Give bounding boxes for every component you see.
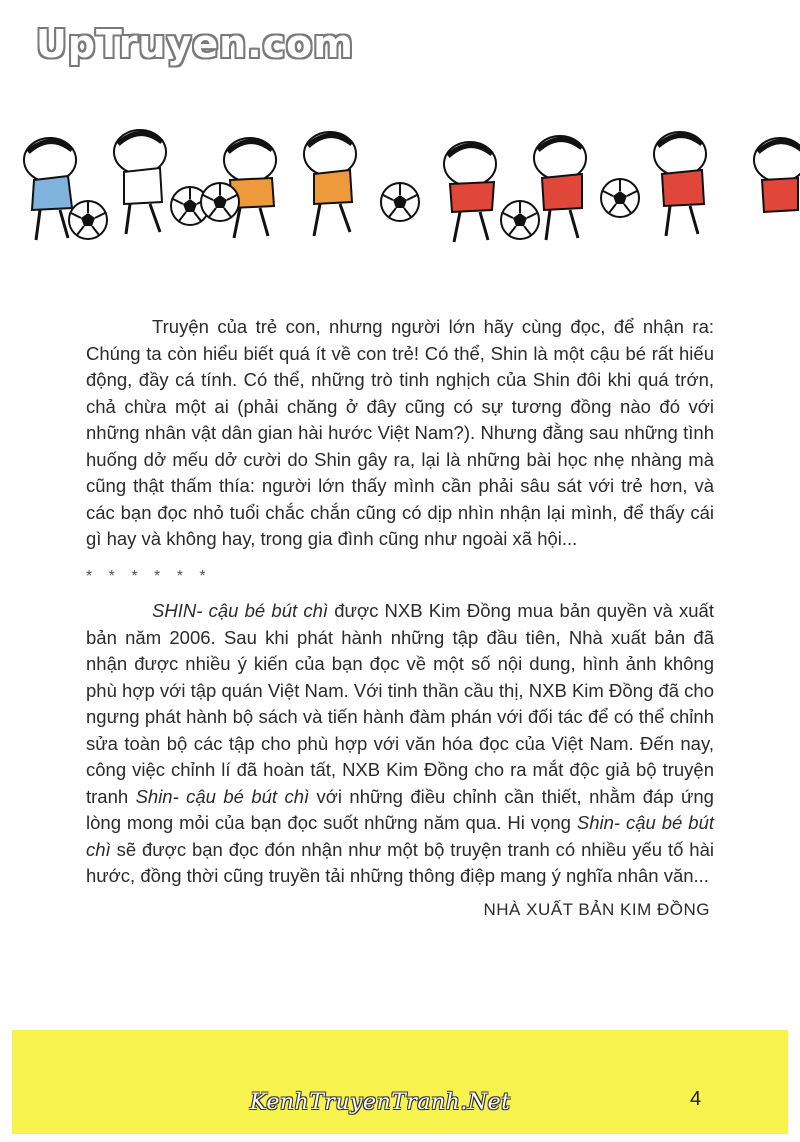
publisher-note-text [86,598,714,890]
publisher-signature: NHÀ XUẤT BẢN KIM ĐỒNG [483,900,710,919]
shin-figure [201,132,356,236]
shin-figure [501,136,586,240]
publisher-note-paragraph [86,598,714,890]
note-text-part3: sẽ được bạn đọc đón nhận như một bộ truyện tranh có nhiều yếu tố hài hước, đồng thời cũng truyền tải những thông điệp mang ý nghĩa nhân văn... [86,838,714,886]
note-text-part2: với những điều chỉnh cần thiết, nhằm đáp ứng lòng mong mỏi của bạn đọc suốt những năm qua. Hi vọng [86,785,714,833]
note-text-part1: được NXB Kim Đồng mua bản quyền và xuất bản năm 2006. Sau khi phát hành những tập đầu tiên, Nhà xuất bản đã nhận được nhiều ý kiến của bạn đọc về một số nội dung, hình ảnh không phù hợp với tập quán Việt Nam. Với tinh thần cầu thị, NXB Kim Đồng đã cho ngưng phát hành bộ sách và tiến hành đàm phán với đối tác để có thể chỉnh sửa toàn bộ các tập cho phù hợp với văn hóa đọc của Việt Nam. Đến nay, công việc chỉnh lí đã hoàn tất, NXB Kim Đồng cho ra mắt độc giả bộ truyện tranh [86,600,714,807]
shin-figure [601,132,706,236]
page-number: 4 [690,1088,702,1110]
shin-figure [754,138,800,212]
shin-figure [24,138,107,240]
site-watermark: UpTruyen.com [36,22,354,66]
book-title: Shin- cậu bé bút chì [135,785,310,807]
intro-paragraph [86,314,714,553]
section-separator: * * * * * * [86,568,212,585]
book-title: SHIN- cậu bé bút chì [152,600,329,621]
shin-figure [381,142,496,242]
intro-paragraph-text: Truyện của trẻ con, nhưng người lớn hãy cùng đọc, để nhận ra: Chúng ta còn hiểu biết quá ít về con trẻ! Có thể, Shin là một cậu bé rất hiếu động, đầy cá tính. Có thể, những trò tinh nghịch của Shin đôi khi quá trớn, chả chừa một ai (phải chăng ở đây cũng có sự tương đồng nào đó với những nhân vật dân gian hài hước Việt Nam?). Nhưng đằng sau những tình huống dở mếu dở cười do Shin gây ra, lại là những bài học nhẹ nhàng mà cũng thật thấm thía: người lớn thấy mình cần phải sâu sát với trẻ hơn, và các bạn đọc nhỏ tuổi chắc chắn cũng có dịp nhìn nhận lại mình, để thấy cái gì hay và không hay, trong gia đình cũng như ngoài xã hội... [86,316,714,549]
shin-soccer-banner [10,120,800,260]
footer-site-watermark: KenhTruyenTranh.Net [250,1090,511,1115]
book-title: Shin- cậu bé bút chì [86,812,715,860]
footer-band [12,1030,788,1134]
shin-figure [114,130,209,234]
